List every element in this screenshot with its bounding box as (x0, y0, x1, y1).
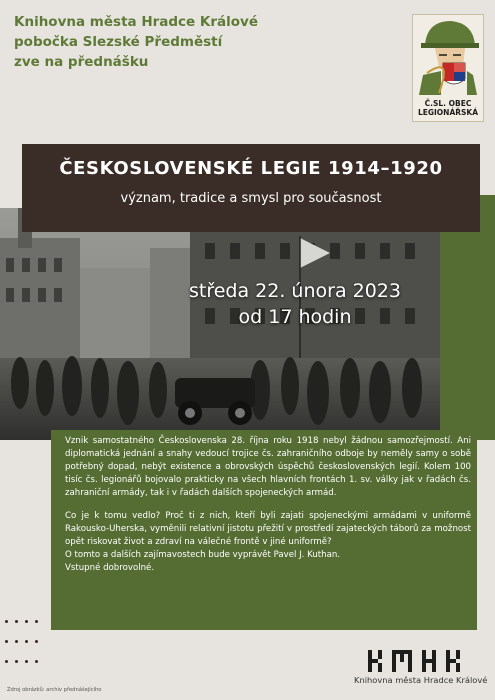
description-paragraph: Vstupné dobrovolné. (65, 563, 155, 573)
lecture-subtitle: význam, tradice a smysl pro současnost (120, 191, 382, 206)
kmhk-wordmark-icon (368, 650, 464, 672)
lecture-description (51, 430, 477, 630)
library-logo-caption: Knihovna města Hradce Králové (354, 675, 488, 685)
legion-community-logo (412, 14, 484, 122)
legionnaire-emblem-icon (413, 15, 483, 95)
description-paragraph: Vznik samostatného Československa 28. října roku 1918 nebyl žádnou samozřejmostí. Ani diplomatická jednání a snahy vedoucí trojice čs. zahraničního odboje by neměly samy o sobě potřebný dopad, nebýt existence a obrovských úspěchů československých legií. Kolem 100 tisíc čs. legionářů bojovalo prakticky na všech hlavních frontách 1. sv. války jak v řadách čs. zahraniční armády, tak i v řadách dalších spojeneckých armád. (65, 436, 471, 498)
organizer-header (14, 12, 258, 72)
image-credit: Zdroj obrázků: archiv přednášejícího (7, 687, 102, 693)
event-datetime (170, 278, 420, 330)
event-time: od 17 hodin (238, 306, 352, 328)
invitation-line: zve na přednášku (14, 54, 149, 70)
logo-caption (413, 99, 483, 117)
description-paragraph: Co je k tomu vedlo? Proč ti z nich, kteří byli zajati spojeneckými armádami v uniformě Rakousko-Uherska, vyměnili relativní jistotu přežití v prostředí zajateckých táborů za možnost opět riskovat život a zdraví na válečné frontě v jiné uniformě? (65, 511, 471, 547)
lecture-title: ČESKOSLOVENSKÉ LEGIE 1914–1920 (59, 158, 443, 179)
organizer-branch: pobočka Slezské Předměstí (14, 34, 223, 50)
library-logo (368, 650, 464, 676)
logo-caption-line1: Č.SL. OBEC (424, 99, 472, 108)
title-banner (22, 144, 480, 232)
logo-caption-line2: LEGIONÁŘSKÁ (417, 108, 479, 117)
description-paragraph: O tomto a dalších zajímavostech bude vyprávět Pavel J. Kuthan. (65, 550, 341, 560)
event-date: středa 22. února 2023 (189, 280, 401, 302)
organizer-name: Knihovna města Hradce Králové (14, 14, 259, 30)
